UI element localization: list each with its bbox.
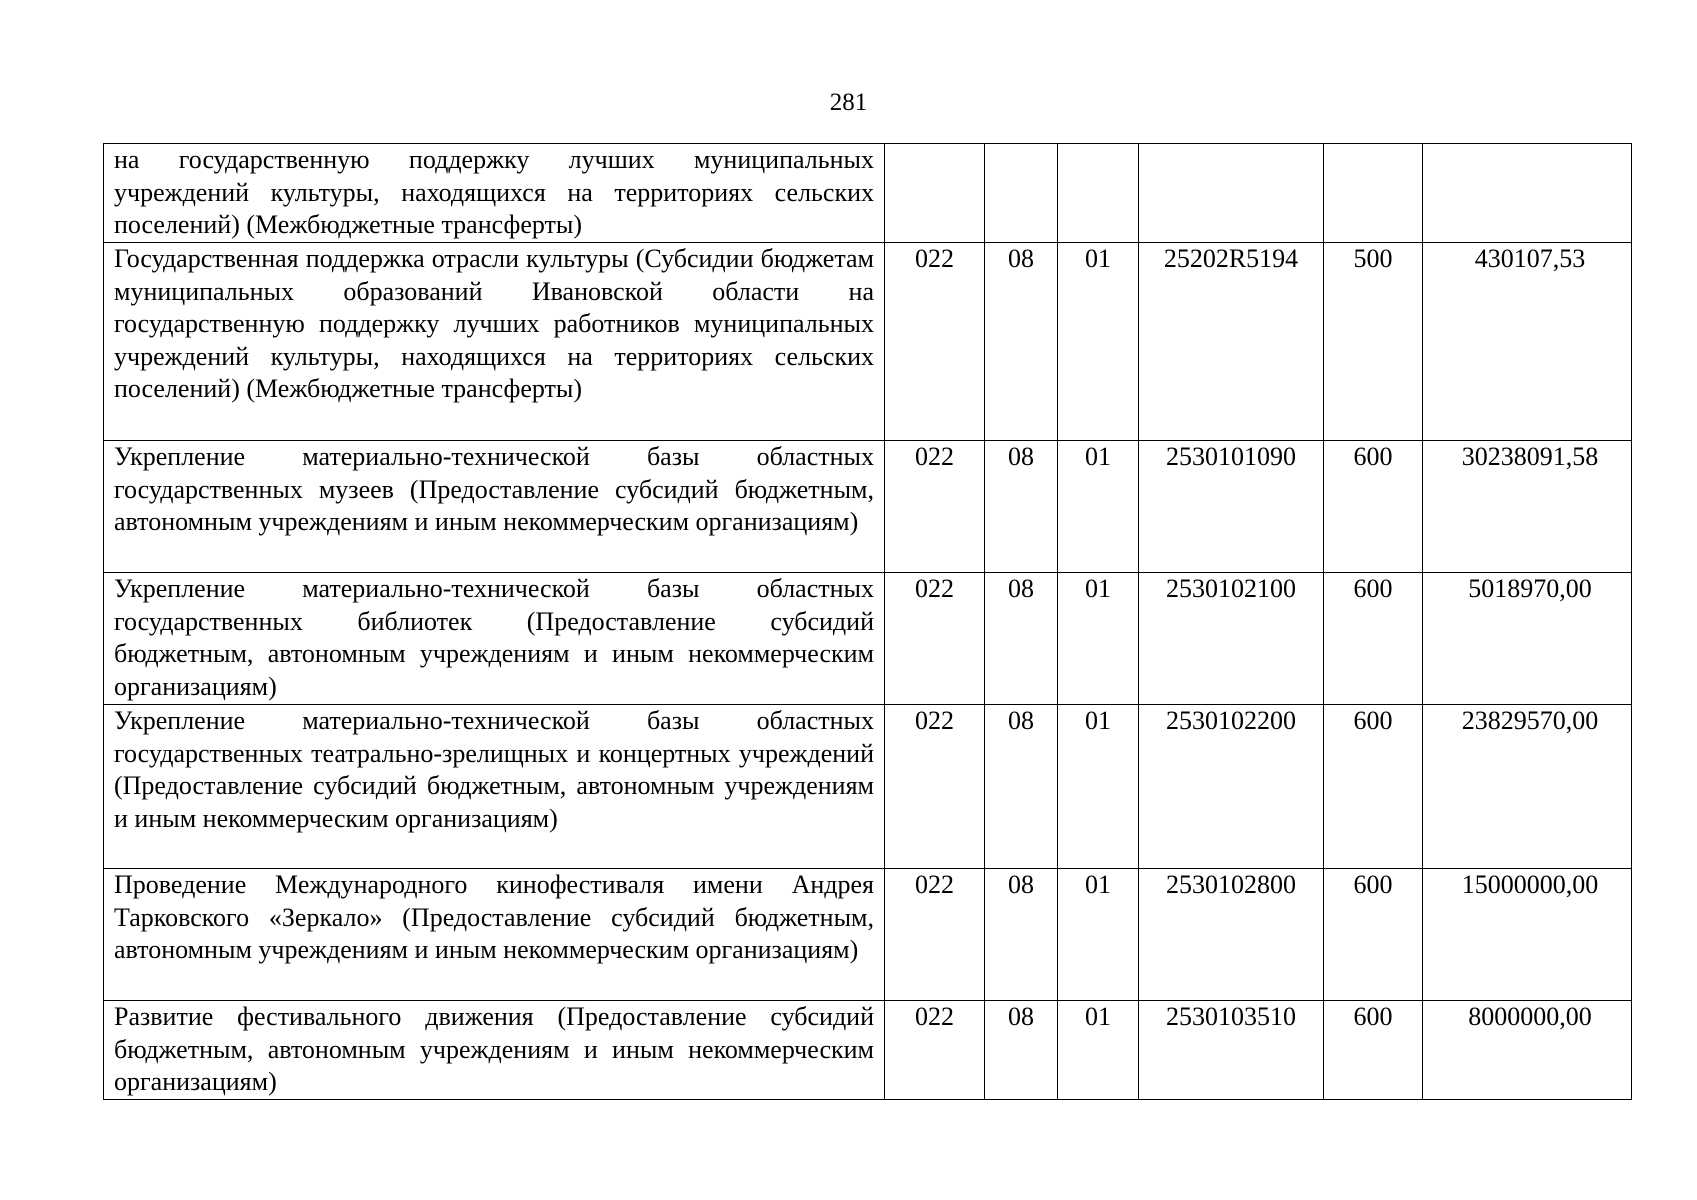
row-subsection-code: 01 xyxy=(1058,1001,1139,1100)
row-target-article: 2530102800 xyxy=(1139,869,1324,1001)
row-ministry-code: 022 xyxy=(885,1001,985,1100)
row-description: Укрепление материально-технической базы областных государственных библиотек (Предоставление субсидий бюджетным, автономным учреждениям и иным некоммерческим организациям) xyxy=(104,573,885,705)
row-expense-type: 600 xyxy=(1324,1001,1423,1100)
row-ministry-code: 022 xyxy=(885,705,985,869)
row-section-code: 08 xyxy=(985,441,1058,573)
row-amount: 5018970,00 xyxy=(1423,573,1632,705)
row-amount: 15000000,00 xyxy=(1423,869,1632,1001)
row-subsection-code: 01 xyxy=(1058,869,1139,1001)
row-section-code: 08 xyxy=(985,243,1058,441)
row-ministry-code: 022 xyxy=(885,869,985,1001)
row-amount xyxy=(1423,144,1632,243)
row-amount: 430107,53 xyxy=(1423,243,1632,441)
row-subsection-code: 01 xyxy=(1058,573,1139,705)
row-ministry-code: 022 xyxy=(885,243,985,441)
row-target-article: 2530102200 xyxy=(1139,705,1324,869)
row-subsection-code: 01 xyxy=(1058,243,1139,441)
row-section-code: 08 xyxy=(985,1001,1058,1100)
row-ministry-code: 022 xyxy=(885,573,985,705)
row-amount: 30238091,58 xyxy=(1423,441,1632,573)
row-target-article: 25202R5194 xyxy=(1139,243,1324,441)
row-subsection-code xyxy=(1058,144,1139,243)
row-description: Укрепление материально-технической базы областных государственных музеев (Предоставление субсидий бюджетным, автономным учреждениям и иным некоммерческим организациям) xyxy=(104,441,885,573)
row-section-code xyxy=(985,144,1058,243)
row-amount: 8000000,00 xyxy=(1423,1001,1632,1100)
row-expense-type xyxy=(1324,144,1423,243)
table-row xyxy=(104,573,1632,705)
row-subsection-code: 01 xyxy=(1058,441,1139,573)
row-section-code: 08 xyxy=(985,573,1058,705)
row-ministry-code xyxy=(885,144,985,243)
row-section-code: 08 xyxy=(985,869,1058,1001)
row-description: на государственную поддержку лучших муниципальных учреждений культуры, находящихся на территориях сельских поселений) (Межбюджетные трансферты) xyxy=(104,144,885,243)
table-row xyxy=(104,705,1632,869)
table-row xyxy=(104,243,1632,441)
row-target-article: 2530102100 xyxy=(1139,573,1324,705)
row-amount: 23829570,00 xyxy=(1423,705,1632,869)
row-expense-type: 600 xyxy=(1324,441,1423,573)
row-section-code: 08 xyxy=(985,705,1058,869)
row-target-article: 2530101090 xyxy=(1139,441,1324,573)
row-expense-type: 600 xyxy=(1324,705,1423,869)
row-ministry-code: 022 xyxy=(885,441,985,573)
row-description: Проведение Международного кинофестиваля имени Андрея Тарковского «Зеркало» (Предоставление субсидий бюджетным, автономным учреждениям и иным некоммерческим организациям) xyxy=(104,869,885,1001)
budget-table xyxy=(103,143,1632,1100)
row-target-article xyxy=(1139,144,1324,243)
row-target-article: 2530103510 xyxy=(1139,1001,1324,1100)
row-description: Развитие фестивального движения (Предоставление субсидий бюджетным, автономным учреждениям и иным некоммерческим организациям) xyxy=(104,1001,885,1100)
row-description: Укрепление материально-технической базы областных государственных театрально-зрелищных и концертных учреждений (Предоставление субсидий бюджетным, автономным учреждениям и иным некоммерческим организациям) xyxy=(104,705,885,869)
table-row xyxy=(104,869,1632,1001)
table-row xyxy=(104,441,1632,573)
row-expense-type: 600 xyxy=(1324,869,1423,1001)
table-row xyxy=(104,1001,1632,1100)
row-expense-type: 600 xyxy=(1324,573,1423,705)
row-subsection-code: 01 xyxy=(1058,705,1139,869)
page-number: 281 xyxy=(829,89,868,116)
table-row xyxy=(104,144,1632,243)
row-expense-type: 500 xyxy=(1324,243,1423,441)
row-description: Государственная поддержка отрасли культуры (Субсидии бюджетам муниципальных образований Ивановской области на государственную поддержку лучших работников муниципальных учреждений культуры, находящихся на территориях сельских поселений) (Межбюджетные трансферты) xyxy=(104,243,885,441)
